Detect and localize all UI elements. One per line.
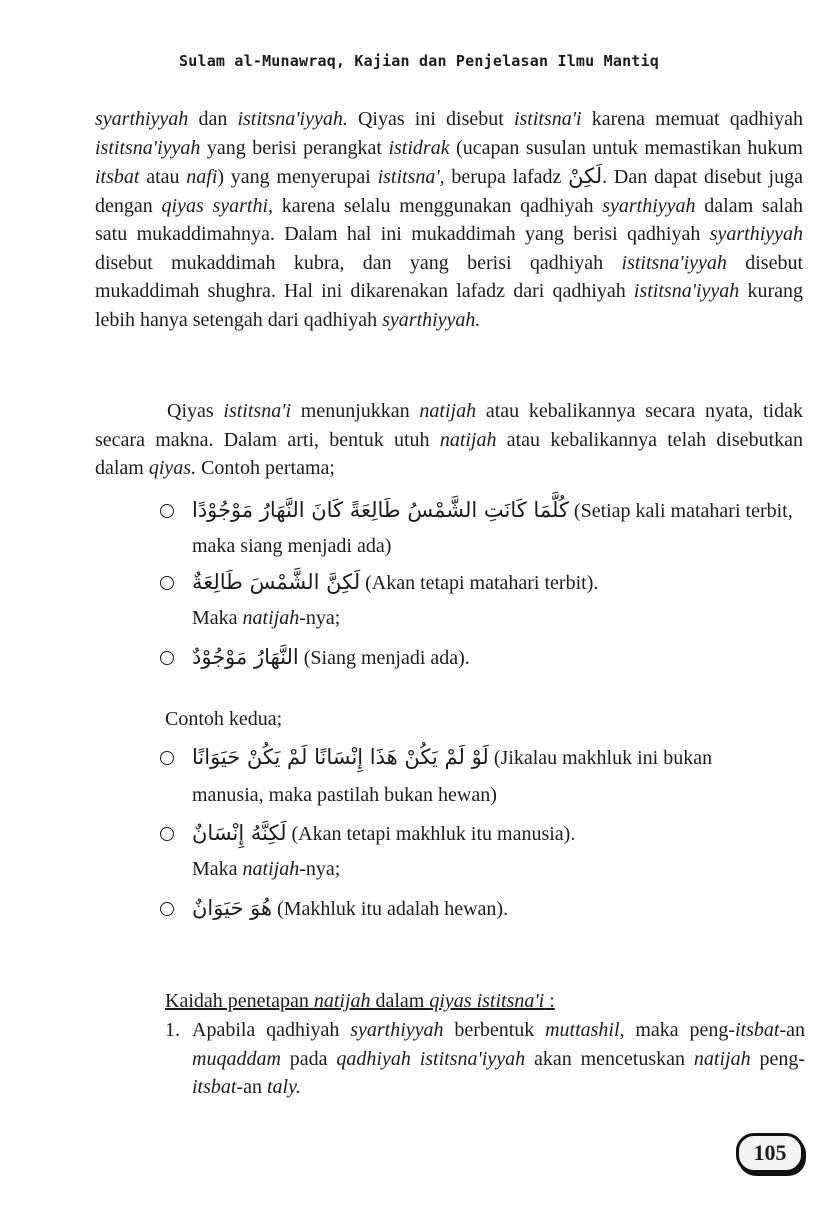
example1-item-3: النَّهَارُ مَوْجُوْدٌ (Siang menjadi ada).: [160, 642, 810, 673]
rule-number: 1.: [165, 1019, 180, 1041]
example2-label: Contoh kedua;: [165, 708, 283, 730]
arabic-conclusion: النَّهَارُ مَوْجُوْدٌ: [192, 645, 299, 669]
example1-item-1: كُلَّمَا كَانَتِ الشَّمْسُ طَالِعَةً كَانَ النَّهَارُ مَوْجُوْدًا (Setiap kali matahari terbit,: [160, 495, 810, 526]
page-number-badge: 105: [736, 1133, 804, 1173]
arabic-premise-minor: لَكِنَّ الشَّمْسَ طَالِعَةٌ: [192, 570, 361, 594]
rule-item-1: [165, 1016, 805, 1102]
arabic-premise-major: لَوْ لَمْ يَكُنْ هَذَا إِنْسَانًا لَمْ يَكُنْ حَيَوَانًا: [192, 745, 489, 769]
example1-maka-natijah: Maka natijah-nya;: [192, 607, 341, 629]
arabic-lakin: لَكِنْ: [568, 164, 603, 188]
arabic-premise-major: كُلَّمَا كَانَتِ الشَّمْسُ طَالِعَةً كَانَ النَّهَارُ مَوْجُوْدًا: [192, 498, 569, 522]
bullet-circle-icon: [160, 651, 174, 665]
example1-item-2: لَكِنَّ الشَّمْسَ طَالِعَةٌ (Akan tetapi matahari terbit).: [160, 567, 810, 598]
bullet-circle-icon: [160, 902, 174, 916]
example2-item-2: لَكِنَّهُ إِنْسَانٌ (Akan tetapi makhluk itu manusia).: [160, 818, 810, 849]
arabic-conclusion: هُوَ حَيَوَانٌ: [192, 896, 273, 920]
example2-item-1-continuation: manusia, maka pastilah bukan hewan): [192, 784, 497, 806]
example2-item-3: هُوَ حَيَوَانٌ (Makhluk itu adalah hewan).: [160, 893, 810, 924]
example2-maka-natijah: Maka natijah-nya;: [192, 858, 341, 880]
running-header: Sulam al-Munawraq, Kajian dan Penjelasan Ilmu Mantiq: [179, 52, 659, 70]
paragraph-qiyas-istitsnai: syarthiyyah dan istitsna'iyyah. Qiyas ini disebut istitsna'i karena memuat qadhiyah istitsna'iyyah yang berisi perangkat istidrak (ucapan susulan untuk memastikan hukum itsbat atau nafi) yang menyerupai istitsna', berupa lafadz لَكِنْ. Dan dapat disebut juga dengan qiyas syarthi, karena selalu menggunakan qadhiyah syarthiyyah dalam salah satu mukaddimahnya. Dalam hal ini mukaddimah yang berisi qadhiyah syarthiyyah disebut mukaddimah kubra, dan yang berisi qadhiyah istitsna'iyyah disebut mukaddimah shughra. Hal ini dikarenakan lafadz dari qadhiyah istitsna'iyyah kurang lebih hanya setengah dari qadhiyah syarthiyyah.: [95, 108, 804, 331]
example2-item-1: لَوْ لَمْ يَكُنْ هَذَا إِنْسَانًا لَمْ يَكُنْ حَيَوَانًا (Jikalau makhluk ini bukan: [160, 742, 810, 773]
bullet-circle-icon: [160, 504, 174, 518]
paragraph-natijah: Qiyas istitsna'i menunjukkan natijah atau kebalikannya secara nyata, tidak secara makna. Dalam arti, bentuk utuh natijah atau kebalikannya telah disebutkan dalam qiyas. Contoh pertama;: [95, 400, 803, 479]
bullet-circle-icon: [160, 751, 174, 765]
arabic-premise-minor: لَكِنَّهُ إِنْسَانٌ: [192, 821, 287, 845]
section-heading-kaidah: Kaidah penetapan natijah dalam qiyas istitsna'i :: [165, 990, 555, 1012]
rule-text: Apabila qadhiyah syarthiyyah berbentuk muttashil, maka peng-itsbat-an muqaddam pada qadhiyah istitsna'iyyah akan mencetuskan natijah peng-itsbat-an taly.: [192, 1019, 805, 1098]
bullet-circle-icon: [160, 827, 174, 841]
bullet-circle-icon: [160, 576, 174, 590]
example1-item-1-continuation: maka siang menjadi ada): [192, 535, 392, 557]
